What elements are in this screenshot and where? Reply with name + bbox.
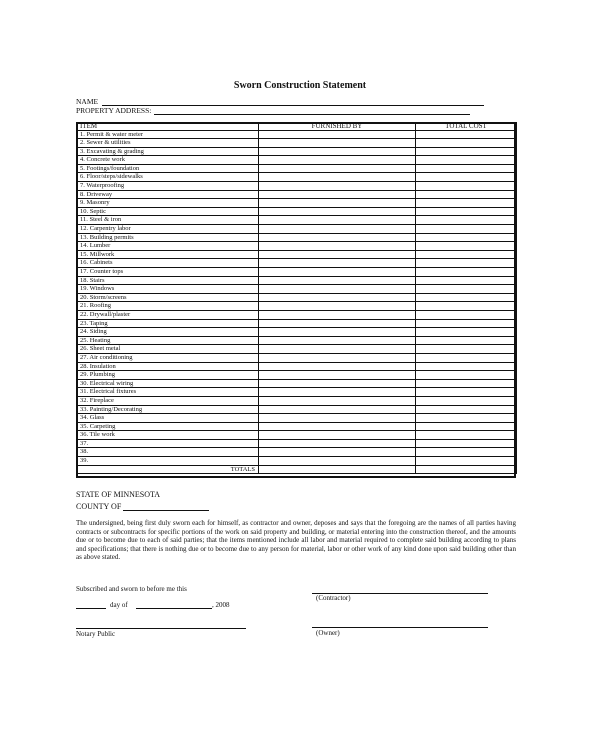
table-row <box>77 362 517 371</box>
furnished-by-cell[interactable] <box>259 345 416 354</box>
total-cost-cell[interactable] <box>416 242 517 251</box>
item-cell: 31. Electrical fixtures <box>77 388 259 397</box>
furnished-by-cell[interactable] <box>259 353 416 362</box>
table-row <box>77 182 517 191</box>
item-cell: 35. Carpeting <box>77 422 259 431</box>
item-cell: 27. Air conditioning <box>77 353 259 362</box>
table-row <box>77 293 517 302</box>
total-cost-cell[interactable] <box>416 457 517 466</box>
table-row <box>77 225 517 234</box>
item-cell: 17. Counter tops <box>77 268 259 277</box>
total-cost-cell[interactable] <box>416 448 517 457</box>
item-cell: 33. Painting/Decorating <box>77 405 259 414</box>
table-row <box>77 259 517 268</box>
furnished-by-cell[interactable] <box>259 199 416 208</box>
item-cell: 4. Concrete work <box>77 156 259 165</box>
table-header-row <box>77 123 517 131</box>
total-cost-cell[interactable] <box>416 328 517 337</box>
item-cell: 22. Drywall/plaster <box>77 310 259 319</box>
notary-label: Notary Public <box>76 630 116 638</box>
furnished-by-cell[interactable] <box>259 379 416 388</box>
item-cell: 37. <box>77 439 259 448</box>
total-cost-cell[interactable] <box>416 164 517 173</box>
furnished-by-cell[interactable] <box>259 396 416 405</box>
table-row <box>77 457 517 466</box>
totals-furnished-cell <box>259 465 416 474</box>
month-line[interactable] <box>136 608 212 609</box>
total-cost-cell[interactable] <box>416 431 517 440</box>
furnished-by-cell[interactable] <box>259 268 416 277</box>
total-cost-cell[interactable] <box>416 362 517 371</box>
header-total-cost: TOTAL COST <box>416 123 517 131</box>
document-title: Sworn Construction Statement <box>233 80 367 91</box>
furnished-by-cell[interactable] <box>259 431 416 440</box>
furnished-by-cell[interactable] <box>259 285 416 294</box>
item-cell: 24. Siding <box>77 328 259 337</box>
table-row <box>77 156 517 165</box>
item-cell: 3. Excavating & grading <box>77 147 259 156</box>
total-cost-cell[interactable] <box>416 216 517 225</box>
table-row <box>77 139 517 148</box>
total-cost-cell[interactable] <box>416 414 517 423</box>
item-cell: 7. Waterproofing <box>77 182 259 191</box>
total-cost-cell[interactable] <box>416 233 517 242</box>
item-cell: 14. Lumber <box>77 242 259 251</box>
name-field-row <box>76 97 484 106</box>
item-cell: 36. Tile work <box>77 431 259 440</box>
total-cost-cell[interactable] <box>416 371 517 380</box>
furnished-by-cell[interactable] <box>259 439 416 448</box>
notary-signature-line[interactable] <box>76 628 246 629</box>
table-row <box>77 242 517 251</box>
item-cell: 32. Fireplace <box>77 396 259 405</box>
furnished-by-cell[interactable] <box>259 173 416 182</box>
furnished-by-cell[interactable] <box>259 371 416 380</box>
furnished-by-cell[interactable] <box>259 422 416 431</box>
item-cell: 39. <box>77 457 259 466</box>
table-row <box>77 319 517 328</box>
table-row <box>77 130 517 139</box>
furnished-by-cell[interactable] <box>259 182 416 191</box>
table-row <box>77 448 517 457</box>
table-row <box>77 422 517 431</box>
furnished-by-cell[interactable] <box>259 336 416 345</box>
table-row <box>77 268 517 277</box>
total-cost-cell[interactable] <box>416 207 517 216</box>
total-cost-cell[interactable] <box>416 302 517 311</box>
furnished-by-cell[interactable] <box>259 362 416 371</box>
furnished-by-cell[interactable] <box>259 302 416 311</box>
totals-label: TOTALS <box>77 465 259 474</box>
table-row <box>77 310 517 319</box>
furnished-by-cell[interactable] <box>259 156 416 165</box>
furnished-by-cell[interactable] <box>259 233 416 242</box>
item-cell: 29. Plumbing <box>77 371 259 380</box>
cost-table <box>76 122 517 474</box>
table-row <box>77 199 517 208</box>
table-row <box>77 414 517 423</box>
table-row <box>77 173 517 182</box>
furnished-by-cell[interactable] <box>259 259 416 268</box>
table-row <box>77 345 517 354</box>
item-cell: 38. <box>77 448 259 457</box>
table-row <box>77 164 517 173</box>
item-cell: 18. Stairs <box>77 276 259 285</box>
item-cell: 16. Cabinets <box>77 259 259 268</box>
county-label: COUNTY OF <box>76 502 122 511</box>
total-cost-cell[interactable] <box>416 345 517 354</box>
item-cell: 1. Permit & water meter <box>77 130 259 139</box>
total-cost-cell[interactable] <box>416 268 517 277</box>
item-cell: 10. Septic <box>77 207 259 216</box>
total-cost-cell[interactable] <box>416 388 517 397</box>
address-field-row <box>76 106 470 115</box>
furnished-by-cell[interactable] <box>259 147 416 156</box>
item-cell: 9. Masonry <box>77 199 259 208</box>
totals-cost-cell[interactable] <box>416 465 517 474</box>
table-row <box>77 207 517 216</box>
item-cell: 30. Electrical wiring <box>77 379 259 388</box>
table-row <box>77 388 517 397</box>
item-cell: 20. Storm/screens <box>77 293 259 302</box>
item-cell: 2. Sewer & utilities <box>77 139 259 148</box>
owner-signature-line[interactable] <box>312 627 488 628</box>
owner-label: (Owner) <box>316 629 340 637</box>
furnished-by-cell[interactable] <box>259 448 416 457</box>
item-cell: 6. Floor/steps/sidewalks <box>77 173 259 182</box>
furnished-by-cell[interactable] <box>259 457 416 466</box>
name-line[interactable] <box>102 98 484 106</box>
total-cost-cell[interactable] <box>416 199 517 208</box>
item-cell: 34. Glass <box>77 414 259 423</box>
item-cell: 12. Carpentry labor <box>77 225 259 234</box>
furnished-by-cell[interactable] <box>259 164 416 173</box>
furnished-by-cell[interactable] <box>259 293 416 302</box>
furnished-by-cell[interactable] <box>259 319 416 328</box>
table-row <box>77 371 517 380</box>
table-row <box>77 216 517 225</box>
table-row <box>77 336 517 345</box>
table-row <box>77 379 517 388</box>
total-cost-cell[interactable] <box>416 405 517 414</box>
total-cost-cell[interactable] <box>416 250 517 259</box>
furnished-by-cell[interactable] <box>259 388 416 397</box>
furnished-by-cell[interactable] <box>259 242 416 251</box>
total-cost-cell[interactable] <box>416 396 517 405</box>
header-furnished-by: FURNISHED BY <box>259 123 416 131</box>
total-cost-cell[interactable] <box>416 225 517 234</box>
item-cell: 13. Building permits <box>77 233 259 242</box>
contractor-label: (Contractor) <box>316 594 351 602</box>
table-row <box>77 439 517 448</box>
total-cost-cell[interactable] <box>416 182 517 191</box>
table-row <box>77 396 517 405</box>
total-cost-cell[interactable] <box>416 285 517 294</box>
table-row <box>77 233 517 242</box>
item-cell: 8. Driveway <box>77 190 259 199</box>
table-row <box>77 285 517 294</box>
furnished-by-cell[interactable] <box>259 190 416 199</box>
total-cost-cell[interactable] <box>416 319 517 328</box>
item-cell: 26. Sheet metal <box>77 345 259 354</box>
furnished-by-cell[interactable] <box>259 207 416 216</box>
name-label: NAME <box>76 97 99 106</box>
table-row <box>77 147 517 156</box>
total-cost-cell[interactable] <box>416 293 517 302</box>
table-row <box>77 250 517 259</box>
item-cell: 15. Millwork <box>77 250 259 259</box>
furnished-by-cell[interactable] <box>259 130 416 139</box>
furnished-by-cell[interactable] <box>259 414 416 423</box>
total-cost-cell[interactable] <box>416 422 517 431</box>
address-line[interactable] <box>154 107 470 115</box>
furnished-by-cell[interactable] <box>259 250 416 259</box>
furnished-by-cell[interactable] <box>259 310 416 319</box>
total-cost-cell[interactable] <box>416 139 517 148</box>
address-label: PROPERTY ADDRESS: <box>76 106 152 115</box>
year-label: , 2008 <box>212 601 230 609</box>
header-item: ITEM <box>77 123 259 131</box>
state-label: STATE OF MINNESOTA <box>76 490 161 499</box>
total-cost-cell[interactable] <box>416 336 517 345</box>
furnished-by-cell[interactable] <box>259 276 416 285</box>
total-cost-cell[interactable] <box>416 156 517 165</box>
total-cost-cell[interactable] <box>416 439 517 448</box>
table-row <box>77 276 517 285</box>
county-line[interactable] <box>123 503 209 511</box>
total-cost-cell[interactable] <box>416 190 517 199</box>
total-cost-cell[interactable] <box>416 310 517 319</box>
furnished-by-cell[interactable] <box>259 225 416 234</box>
total-cost-cell[interactable] <box>416 130 517 139</box>
subscribed-text: Subscribed and sworn to before me this <box>76 585 187 593</box>
affidavit-paragraph: The undersigned, being first duly sworn each for himself, as contractor and owner, deposes and says that the foregoing are the names of all parties having contracts or subcontracts for specific portions of the work on said property and building, or material entering into the construction thereof, and the amounts due or to become due to each of said parties; that the items mentioned include all labor and material required to complete said building according to plans and specifications; that there is nothing due or to become due to any person for material, labor or other work of any kind done upon said building other than as above stated. <box>76 519 516 562</box>
item-cell: 11. Steel & iron <box>77 216 259 225</box>
table-row <box>77 431 517 440</box>
table-row <box>77 353 517 362</box>
total-cost-cell[interactable] <box>416 379 517 388</box>
item-cell: 23. Taping <box>77 319 259 328</box>
item-cell: 28. Insulation <box>77 362 259 371</box>
table-row <box>77 190 517 199</box>
furnished-by-cell[interactable] <box>259 139 416 148</box>
item-cell: 19. Windows <box>77 285 259 294</box>
item-cell: 25. Heating <box>77 336 259 345</box>
county-row <box>76 502 209 511</box>
totals-row <box>77 465 517 474</box>
furnished-by-cell[interactable] <box>259 405 416 414</box>
total-cost-cell[interactable] <box>416 276 517 285</box>
day-line[interactable] <box>76 608 106 609</box>
table-row <box>77 302 517 311</box>
table-row <box>77 328 517 337</box>
furnished-by-cell[interactable] <box>259 216 416 225</box>
total-cost-cell[interactable] <box>416 259 517 268</box>
item-cell: 21. Roofing <box>77 302 259 311</box>
table-row <box>77 405 517 414</box>
total-cost-cell[interactable] <box>416 173 517 182</box>
item-cell: 5. Footings/foundation <box>77 164 259 173</box>
furnished-by-cell[interactable] <box>259 328 416 337</box>
total-cost-cell[interactable] <box>416 147 517 156</box>
day-of-label: day of <box>110 601 128 609</box>
total-cost-cell[interactable] <box>416 353 517 362</box>
